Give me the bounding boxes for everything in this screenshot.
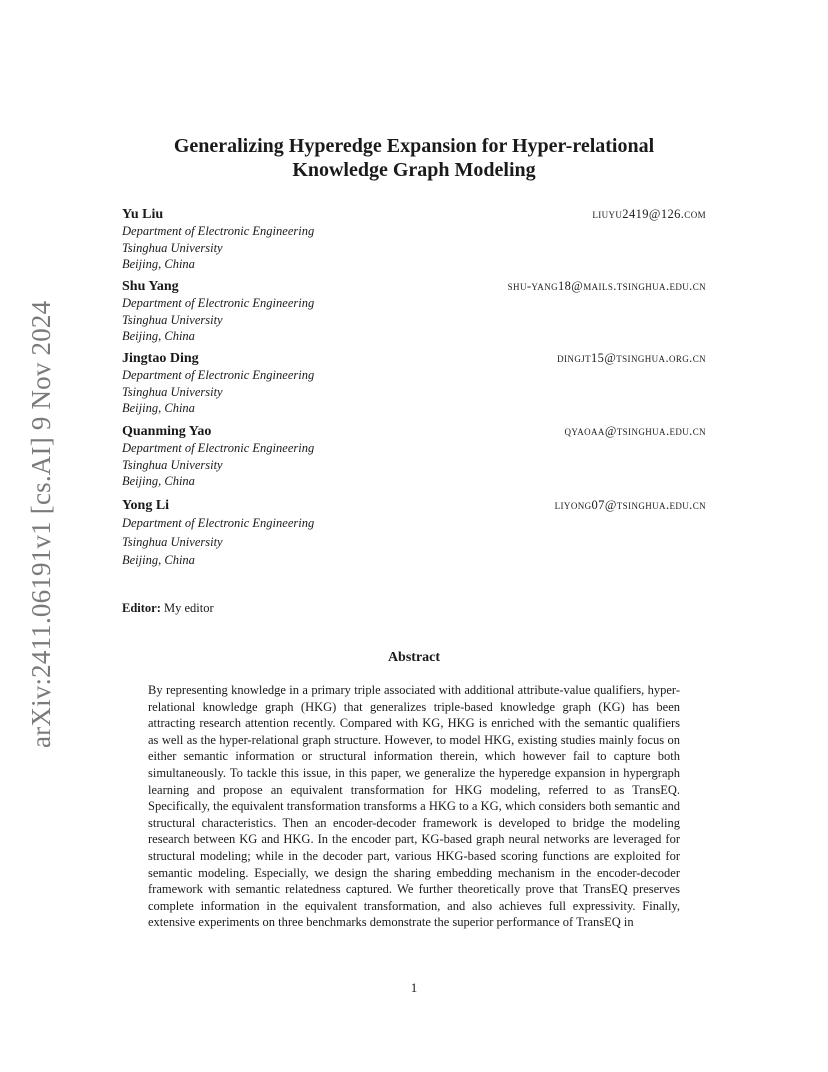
author-block — [122, 279, 706, 345]
author-name: Quanming Yao — [122, 424, 212, 439]
title-line-2: Knowledge Graph Modeling — [292, 159, 536, 181]
author-department: Department of Electronic Engineering — [122, 516, 315, 530]
author-block — [122, 351, 706, 417]
author-university: Tsinghua University — [122, 384, 223, 399]
author-location: Beijing, China — [122, 329, 195, 343]
author-name: Shu Yang — [122, 279, 179, 294]
author-location: Beijing, China — [122, 257, 195, 271]
author-name: Yong Li — [122, 498, 170, 513]
editor-value: My editor — [164, 601, 214, 615]
arxiv-stamp: arXiv:2411.06191v1 [cs.AI] 9 Nov 2024 — [26, 300, 56, 748]
author-email[interactable]: liuyu2419@126.com — [592, 207, 706, 221]
author-name: Yu Liu — [122, 207, 164, 222]
paper-title — [122, 134, 706, 182]
author-email[interactable]: dingjt15@tsinghua.org.cn — [557, 351, 706, 365]
abstract-body: By representing knowledge in a primary triple associated with additional attribute-value qualifiers, hyper-relational knowledge graph (HKG) that generalizes triple-based knowledge graph (KG) has been attracting research attention recently. Compared with KG, HKG is enriched with the semantic qualifiers as well as the hyper-relational graph structure. However, to model HKG, existing studies mainly focus on either semantic information or structural information therein, which however fail to capture both simultaneously. To tackle this issue, in this paper, we generalize the hyperedge expansion in hypergraph learning and propose an equivalent transformation for HKG modeling, referred to as TransEQ. Specifically, the equivalent transformation transforms a HKG to a KG, which considers both semantic and structural characteristics. Then an encoder-decoder framework is developed to bridge the modeling research between KG and HKG. In the encoder part, KG-based graph neural networks are leveraged for structural modeling; while in the decoder part, various HKG-based scoring functions are exploited for semantic modeling. Especially, we design the sharing embedding mechanism in the encoder-decoder framework with semantic relatedness captured. We further theoretically prove that TransEQ preserves complete information in the equivalent transformation, and also achieves full expressivity. Finally, extensive experiments on three benchmarks demonstrate the superior performance of TransEQ in — [148, 683, 680, 930]
author-location: Beijing, China — [122, 474, 195, 488]
author-email[interactable]: shu-yang18@mails.tsinghua.edu.cn — [507, 279, 706, 293]
author-department: Department of Electronic Engineering — [122, 441, 315, 455]
author-department: Department of Electronic Engineering — [122, 368, 315, 382]
author-location: Beijing, China — [122, 401, 195, 415]
author-email[interactable]: qyaoaa@tsinghua.edu.cn — [564, 424, 706, 438]
author-block — [122, 207, 706, 273]
author-university: Tsinghua University — [122, 312, 223, 327]
editor-line — [122, 601, 214, 616]
abstract-heading: Abstract — [387, 650, 441, 665]
editor-label: Editor: — [122, 601, 161, 615]
author-location: Beijing, China — [122, 553, 195, 567]
author-email[interactable]: liyong07@tsinghua.edu.cn — [554, 498, 706, 512]
author-block — [122, 498, 706, 570]
author-name: Jingtao Ding — [122, 351, 199, 366]
page-number: 1 — [410, 980, 418, 995]
author-university: Tsinghua University — [122, 457, 223, 472]
author-university: Tsinghua University — [122, 240, 223, 255]
author-block — [122, 424, 706, 490]
author-department: Department of Electronic Engineering — [122, 224, 315, 238]
author-university: Tsinghua University — [122, 534, 223, 549]
author-department: Department of Electronic Engineering — [122, 296, 315, 310]
title-line-1: Generalizing Hyperedge Expansion for Hyper-relational — [173, 135, 655, 157]
